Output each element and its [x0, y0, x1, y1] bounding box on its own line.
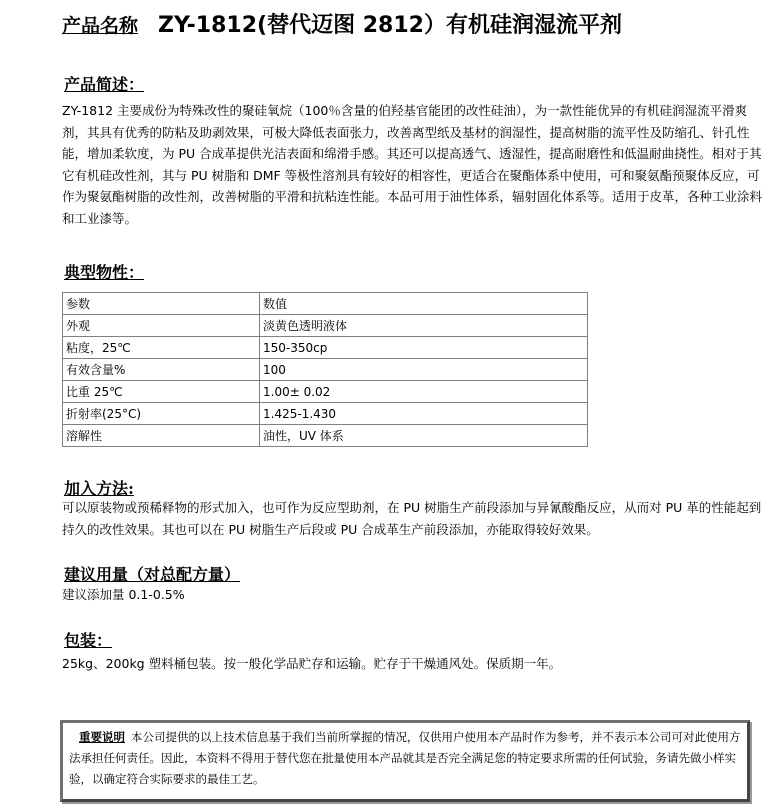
table-row [63, 425, 588, 447]
table-row [63, 293, 588, 315]
disclaimer-label: 重要说明 [79, 730, 125, 744]
product-name: ZY-1812(替代迈图 2812）有机硅润湿流平剂 [158, 13, 622, 38]
disclaimer-text: 本公司提供的以上技术信息基于我们当前所掌握的情况，仅供用户使用本产品时作为参考，并不表示本公司可对此使用方法承担任何责任。因此，本资料不得用于替代您在批量使用本产品就其是否完全满足您的特定要求所需的任何试验，务请先做小样实验，以确定符合实际要求的最佳工艺。 [69, 730, 741, 786]
value-cell: 150-350cp [260, 337, 588, 359]
value-cell: 100 [260, 359, 588, 381]
properties-heading: 典型物性： [64, 263, 145, 282]
intro-text: ZY-1812 主要成份为特殊改性的聚硅氧烷（100％含量的伯羟基官能团的改性硅油），为一款性能优异的有机硅润湿流平滑爽剂，其具有优秀的防粘及助剥效果，可极大降低表面张力，改善离型纸及基材的润湿性，提高树脂的流平性及防缩孔、针孔性能，增加柔软度，为 PU 合成革提供光洁表面和绵滑手感。其还可以提高透气、透湿性，提高耐磨性和低温耐曲挠性。相对于其它有机硅改性剂，其与 PU 树脂和 DMF 等极性溶剂具有较好的相容性，更适合在聚酯体系中使用，可和聚氨酯预聚体反应，可作为聚氨酯树脂的改性剂，改善树脂的平滑和抗粘连性能。本品可用于油性体系，辐射固化体系等。适用于皮革，各种工业涂料和工业漆等。 [62, 103, 763, 226]
value-cell: 1.425-1.430 [260, 403, 588, 425]
table-row [63, 315, 588, 337]
method-heading: 加入方法: [64, 479, 134, 498]
parameter-cell: 折射率(25°C) [63, 403, 260, 425]
disclaimer-box [60, 720, 750, 802]
parameter-cell: 比重 25℃ [63, 381, 260, 403]
value-cell: 油性，UV 体系 [260, 425, 588, 447]
parameter-cell: 外观 [63, 315, 260, 337]
packaging-text: 25kg、200kg 塑料桶包装。按一般化学品贮存和运输。贮存于干燥通风处。保质期一年。 [62, 656, 562, 671]
dosage-heading: 建议用量（对总配方量） [64, 565, 241, 584]
table-row [63, 359, 588, 381]
value-cell: 1.00± 0.02 [260, 381, 588, 403]
parameter-cell: 粘度，25℃ [63, 337, 260, 359]
method-text: 可以原装物或预稀释物的形式加入，也可作为反应型助剂，在 PU 树脂生产前段添加与异氰酸酯反应，从而对 PU 革的性能起到持久的改性效果。其也可以在 PU 树脂生产后段或 PU 合成革生产前段添加，亦能取得较好效果。 [62, 500, 762, 537]
table-row [63, 337, 588, 359]
packaging-heading: 包装： [64, 631, 113, 650]
properties-table [62, 292, 588, 447]
parameter-cell: 有效含量% [63, 359, 260, 381]
value-cell: 淡黄色透明液体 [260, 315, 588, 337]
product-name-label: 产品名称 [62, 15, 139, 37]
parameter-cell: 溶解性 [63, 425, 260, 447]
value-cell: 数值 [260, 293, 588, 315]
table-row [63, 403, 588, 425]
intro-heading: 产品简述： [64, 75, 145, 94]
parameter-cell: 参数 [63, 293, 260, 315]
document-title [62, 8, 622, 39]
table-row [63, 381, 588, 403]
dosage-text: 建议添加量 0.1-0.5% [62, 587, 185, 602]
